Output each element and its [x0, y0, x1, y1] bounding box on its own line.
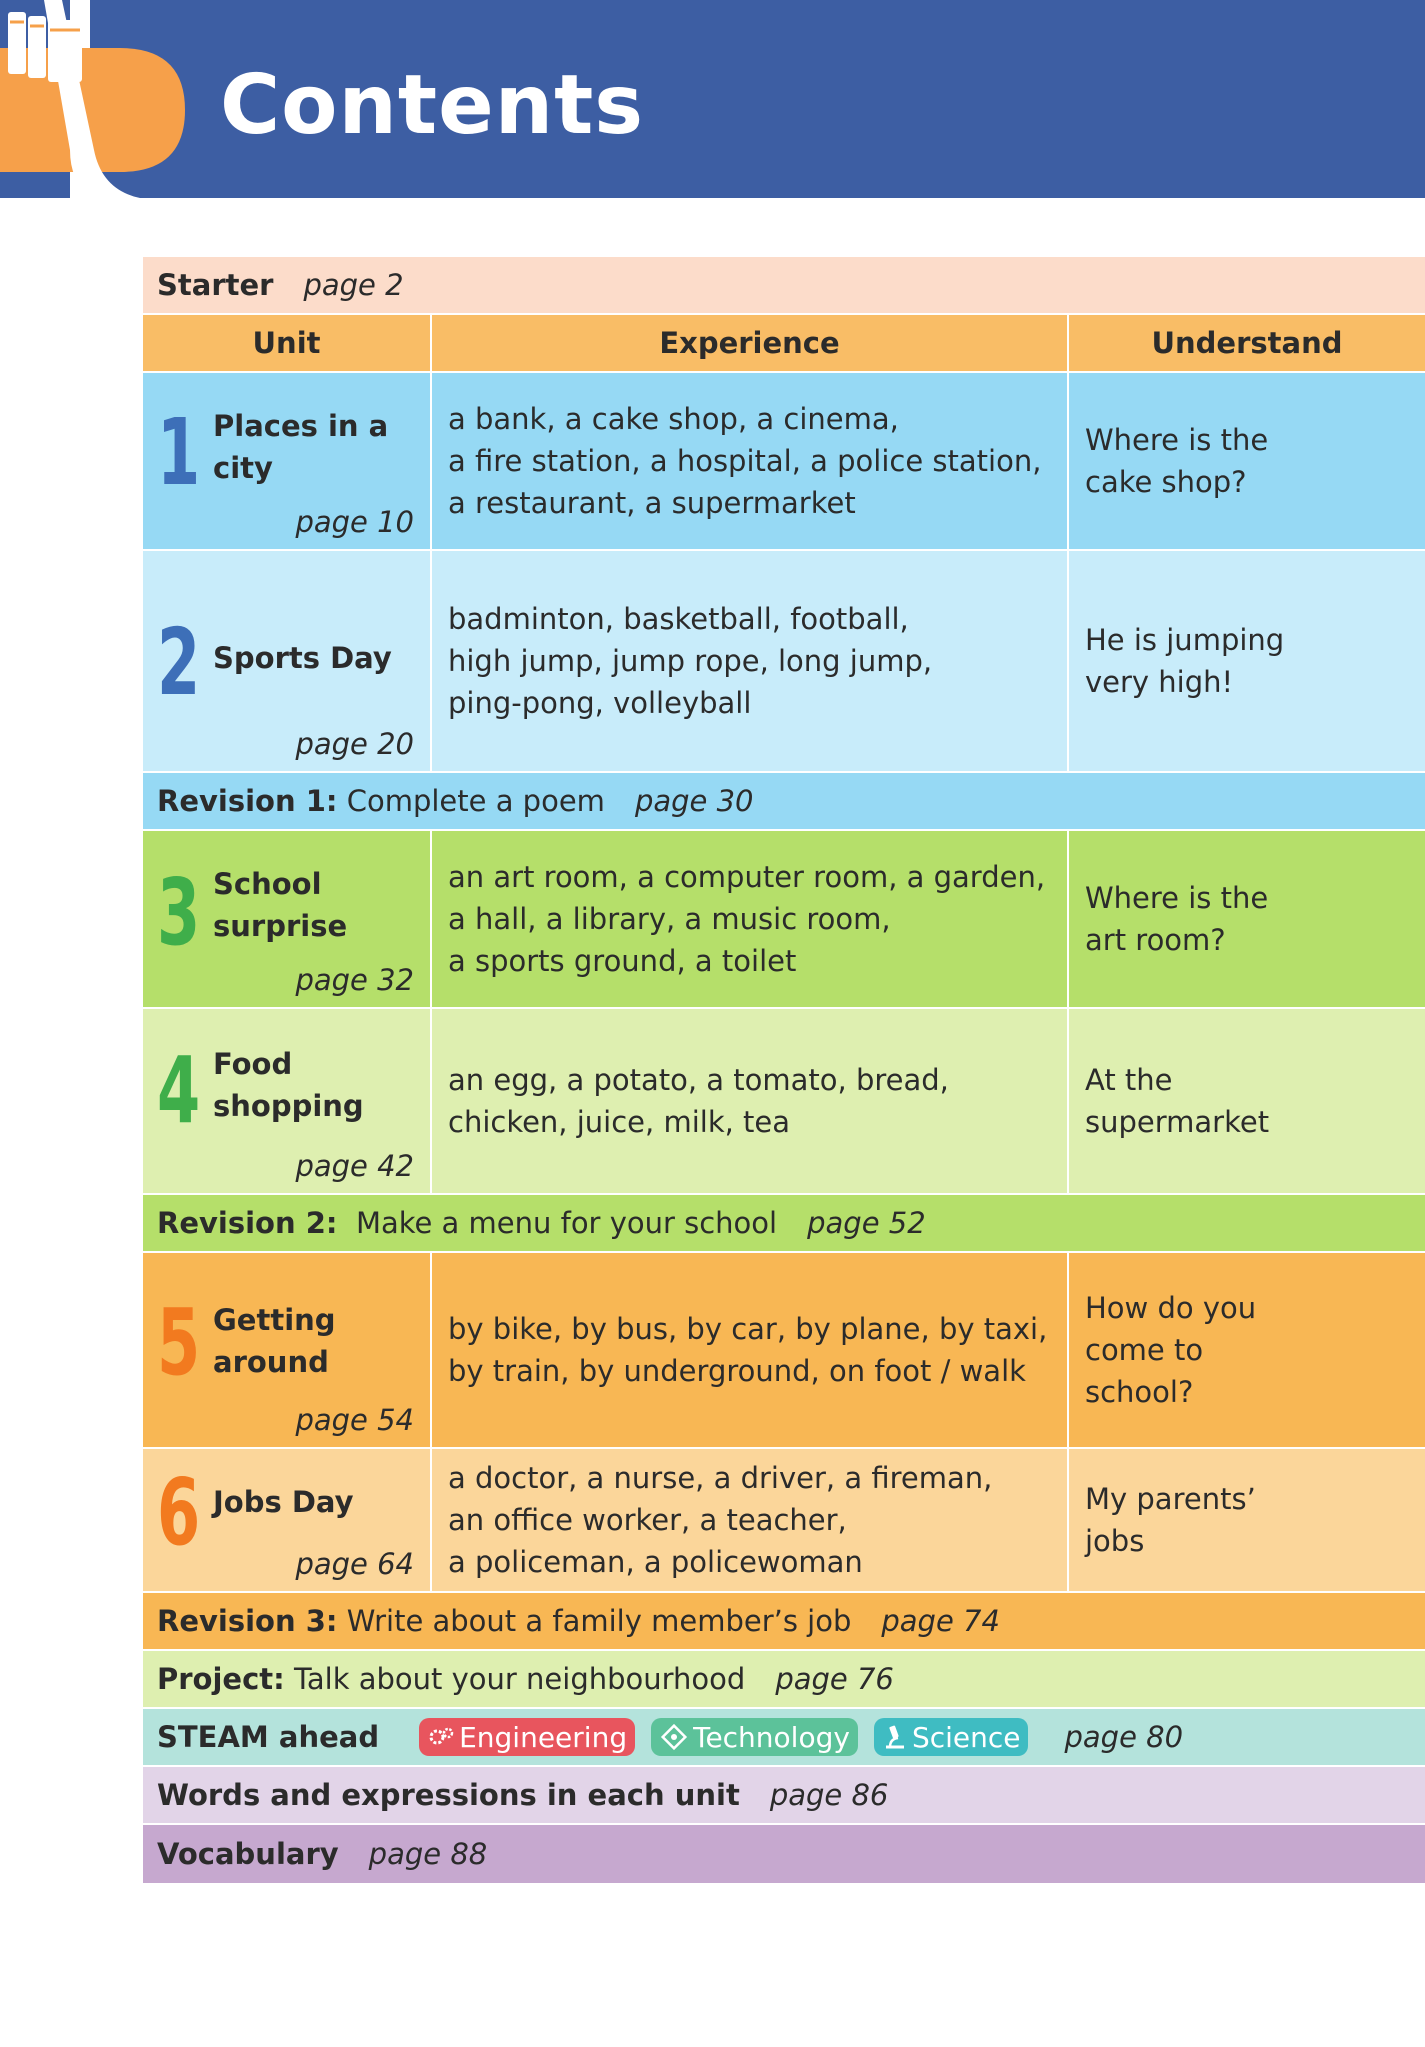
understand-cell	[1069, 551, 1425, 771]
header-background	[0, 0, 1425, 198]
unit-page: page 64	[295, 1547, 414, 1581]
unit-number: 2	[157, 609, 201, 716]
experience-cell	[432, 1449, 1069, 1591]
experience-line: an art room, a computer room, a garden,	[448, 860, 1046, 894]
experience-line: high jump, jump rope, long jump,	[448, 644, 933, 678]
unit-row-3[interactable]	[143, 831, 1425, 1009]
column-header-unit: Unit	[143, 315, 432, 371]
experience-line: a bank, a cake shop, a cinema,	[448, 402, 899, 436]
experience-line: a sports ground, a toilet	[448, 944, 797, 978]
experience-line: chicken, juice, milk, tea	[448, 1105, 791, 1139]
gear-icon	[427, 1723, 455, 1751]
project-page: page 76	[775, 1662, 894, 1696]
understand-line: jobs	[1085, 1524, 1145, 1558]
column-header-row	[143, 315, 1425, 373]
project-row[interactable]	[143, 1651, 1425, 1709]
experience-line: a restaurant, a supermarket	[448, 486, 856, 520]
revision-2-text: Make a menu for your school	[355, 1206, 778, 1240]
steam-label: STEAM ahead	[157, 1720, 380, 1754]
unit-name-line: around	[213, 1345, 329, 1379]
experience-cell	[432, 1009, 1069, 1193]
revision-3-label: Revision 3:	[157, 1604, 338, 1638]
revision-3-text: Write about a family member’s job	[346, 1604, 852, 1638]
unit-name	[213, 1299, 336, 1383]
understand-line: cake shop?	[1085, 465, 1247, 499]
unit-page: page 10	[295, 505, 414, 539]
revision-1-label: Revision 1:	[157, 784, 338, 818]
words-row[interactable]	[143, 1767, 1425, 1825]
experience-line: by train, by underground, on foot / walk	[448, 1354, 1026, 1388]
column-header-experience: Experience	[432, 315, 1069, 371]
books-icon	[0, 0, 90, 90]
unit-cell	[143, 1449, 432, 1591]
unit-name-line: shopping	[213, 1089, 364, 1123]
unit-number: 1	[157, 399, 201, 506]
unit-row-2[interactable]	[143, 551, 1425, 773]
revision-3-row[interactable]	[143, 1593, 1425, 1651]
understand-line: very high!	[1085, 665, 1234, 699]
technology-tag	[651, 1718, 858, 1756]
unit-name	[213, 863, 347, 947]
project-text: Talk about your neighbourhood	[293, 1662, 746, 1696]
understand-line: Where is the	[1085, 423, 1269, 457]
unit-cell	[143, 1009, 432, 1193]
steam-page: page 80	[1064, 1720, 1184, 1754]
unit-name-line: Jobs Day	[213, 1485, 354, 1519]
technology-tag-label: Technology	[693, 1720, 850, 1754]
vocabulary-label: Vocabulary	[157, 1837, 339, 1871]
vocabulary-page: page 88	[368, 1837, 488, 1871]
understand-line: He is jumping	[1085, 623, 1285, 657]
unit-name-line: Sports Day	[213, 641, 392, 675]
starter-label: Starter	[157, 268, 274, 302]
vocabulary-row[interactable]	[143, 1825, 1425, 1883]
experience-line: an office worker, a teacher,	[448, 1503, 847, 1537]
unit-name-line: Food	[213, 1047, 293, 1081]
experience-line: a hall, a library, a music room,	[448, 902, 891, 936]
understand-line: At the	[1085, 1063, 1173, 1097]
understand-cell	[1069, 1253, 1425, 1447]
unit-page: page 32	[295, 963, 414, 997]
revision-2-label: Revision 2:	[157, 1206, 338, 1240]
science-tag	[874, 1718, 1029, 1756]
unit-number: 6	[157, 1459, 201, 1566]
steam-row[interactable]	[143, 1709, 1425, 1767]
unit-row-4[interactable]	[143, 1009, 1425, 1195]
unit-row-5[interactable]	[143, 1253, 1425, 1449]
experience-line: a policeman, a policewoman	[448, 1545, 863, 1579]
contents-table	[143, 257, 1425, 1883]
header-banner	[0, 0, 1425, 198]
understand-line: My parents’	[1085, 1482, 1256, 1516]
experience-cell	[432, 373, 1069, 549]
starter-row[interactable]	[143, 257, 1425, 315]
understand-line: supermarket	[1085, 1105, 1270, 1139]
starter-page: page 2	[303, 268, 404, 302]
project-label: Project:	[157, 1662, 285, 1696]
microscope-icon	[882, 1723, 908, 1751]
understand-line: Where is the	[1085, 881, 1269, 915]
revision-1-text: Complete a poem	[346, 784, 605, 818]
unit-name-line: city	[213, 451, 273, 485]
unit-row-6[interactable]	[143, 1449, 1425, 1593]
unit-name	[213, 637, 392, 679]
unit-page: page 20	[295, 727, 414, 761]
unit-name-line: surprise	[213, 909, 348, 943]
unit-name-line: Places in a	[213, 409, 389, 443]
revision-2-row[interactable]	[143, 1195, 1425, 1253]
understand-line: school?	[1085, 1375, 1194, 1409]
experience-line: by bike, by bus, by car, by plane, by taxi,	[448, 1312, 1048, 1346]
unit-number: 5	[157, 1289, 201, 1396]
unit-name-line: Getting	[213, 1303, 336, 1337]
unit-name	[213, 405, 388, 489]
unit-cell	[143, 551, 432, 771]
experience-line: a fire station, a hospital, a police station,	[448, 444, 1042, 478]
chip-icon	[659, 1722, 689, 1752]
words-page: page 86	[769, 1778, 889, 1812]
understand-line: How do you	[1085, 1291, 1257, 1325]
experience-line: an egg, a potato, a tomato, bread,	[448, 1063, 949, 1097]
unit-row-1[interactable]	[143, 373, 1425, 551]
unit-name	[213, 1043, 364, 1127]
unit-cell	[143, 373, 432, 549]
experience-cell	[432, 831, 1069, 1007]
revision-2-page: page 52	[807, 1206, 926, 1240]
experience-cell	[432, 1253, 1069, 1447]
revision-1-page: page 30	[634, 784, 754, 818]
engineering-tag	[419, 1718, 635, 1756]
experience-line: badminton, basketball, football,	[448, 602, 909, 636]
words-label: Words and expressions in each unit	[157, 1778, 740, 1812]
understand-cell	[1069, 1009, 1425, 1193]
revision-1-row[interactable]	[143, 773, 1425, 831]
understand-cell	[1069, 373, 1425, 549]
unit-page: page 42	[295, 1149, 414, 1183]
understand-cell	[1069, 1449, 1425, 1591]
unit-page: page 54	[295, 1403, 414, 1437]
unit-name-line: School	[213, 867, 322, 901]
column-header-understand: Understand	[1151, 326, 1343, 360]
experience-cell	[432, 551, 1069, 771]
experience-line: ping-pong, volleyball	[448, 686, 752, 720]
engineering-tag-label: Engineering	[459, 1720, 628, 1754]
understand-line: come to	[1085, 1333, 1204, 1367]
unit-cell	[143, 831, 432, 1007]
science-tag-label: Science	[911, 1720, 1021, 1754]
understand-line: art room?	[1085, 923, 1226, 957]
page-title: Contents	[220, 58, 645, 153]
unit-cell	[143, 1253, 432, 1447]
unit-number: 3	[157, 859, 201, 966]
understand-cell	[1069, 831, 1425, 1007]
unit-name	[213, 1481, 353, 1523]
unit-number: 4	[157, 1037, 201, 1144]
experience-line: a doctor, a nurse, a driver, a fireman,	[448, 1461, 993, 1495]
revision-3-page: page 74	[881, 1604, 1000, 1638]
